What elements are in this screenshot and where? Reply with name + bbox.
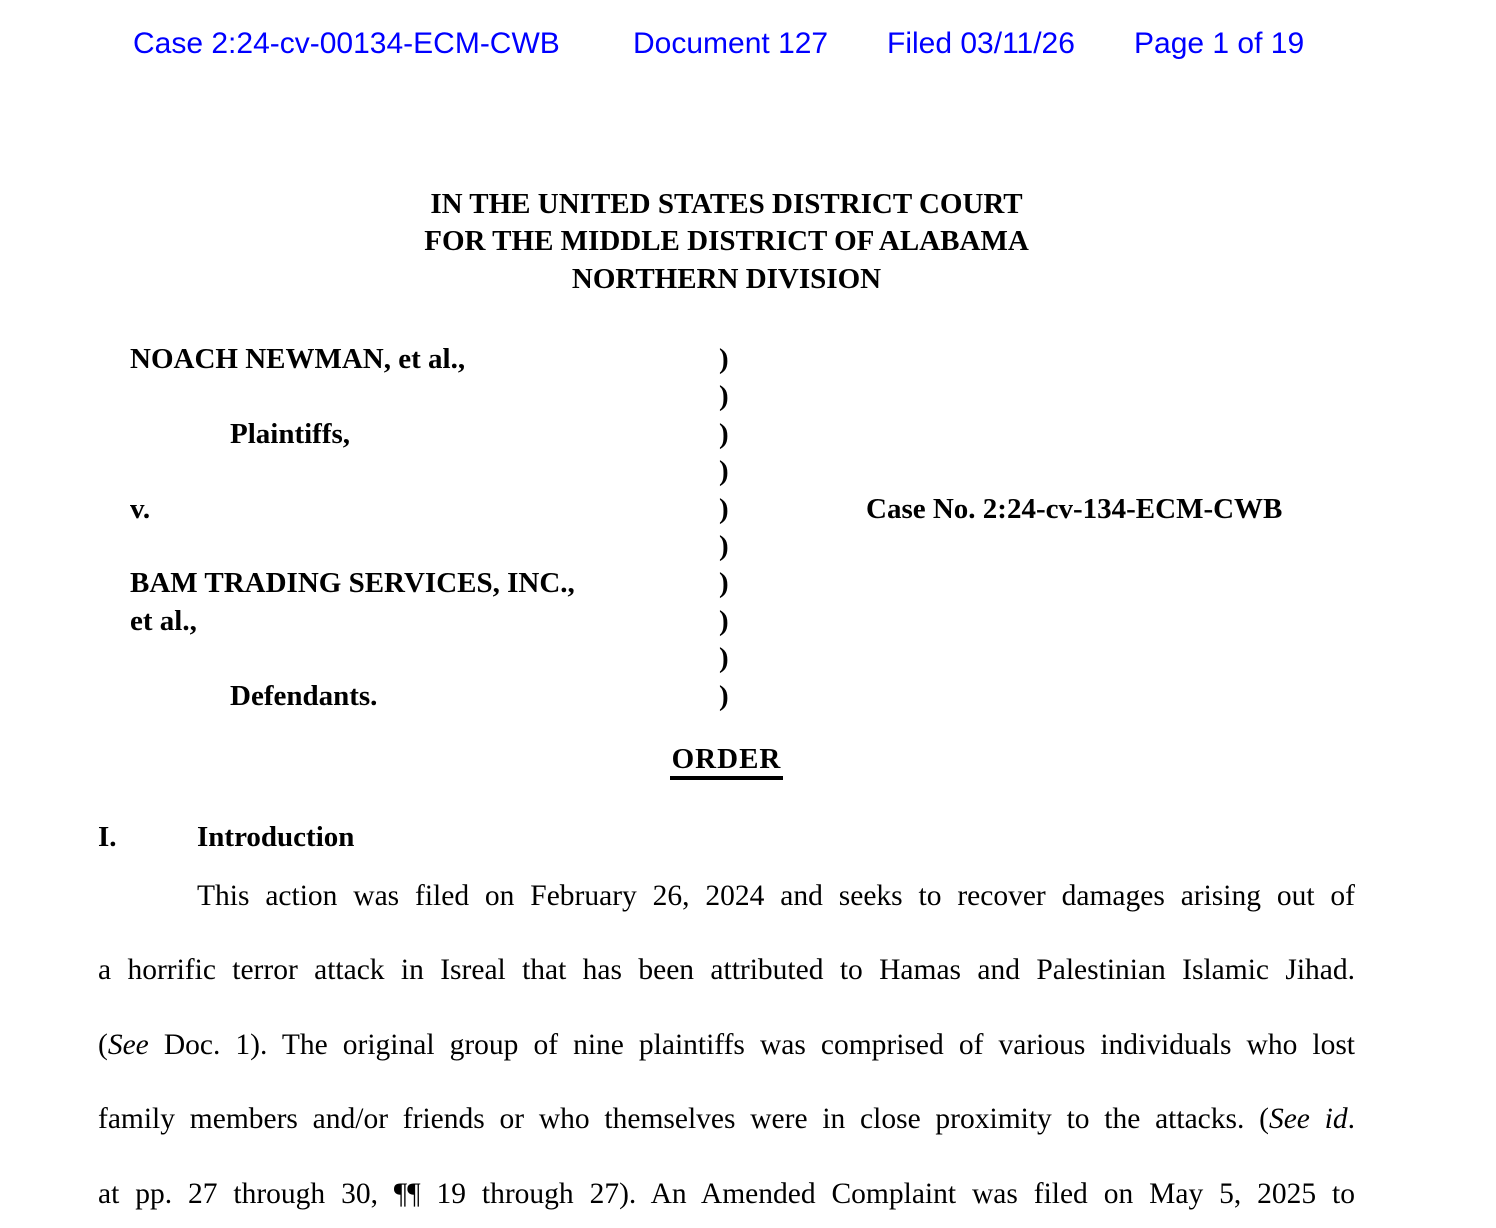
caption-row xyxy=(98,528,1355,565)
citation-open-paren: ( xyxy=(98,1029,108,1061)
stamp-page-number: Page 1 of 19 xyxy=(1134,27,1305,60)
caption-paren: ) xyxy=(719,343,729,375)
plaintiff-role: Plaintiffs, xyxy=(230,417,351,450)
body-line-3 xyxy=(98,1027,1355,1064)
court-title xyxy=(98,186,1355,298)
section-title: Introduction xyxy=(197,821,355,853)
stamp-case-number: Case 2:24-cv-00134-ECM-CWB xyxy=(133,27,560,60)
ecf-filing-stamp xyxy=(0,27,1496,61)
body-line-4 xyxy=(98,1101,1355,1138)
caption-paren: ) xyxy=(719,529,729,562)
caption-row xyxy=(98,565,1355,602)
court-title-line-3: NORTHERN DIVISION xyxy=(571,262,882,295)
plaintiff-name: NOACH NEWMAN, et al., xyxy=(130,343,466,375)
body-line-4-text: family members and/or friends or who themselves were in close proximity to the attacks. ( xyxy=(98,1103,1269,1135)
stamp-document-number: Document 127 xyxy=(633,27,829,60)
section-numeral: I. xyxy=(98,821,117,853)
defendant-name-line-1: BAM TRADING SERVICES, INC., xyxy=(130,567,575,600)
body-line-2: a horrific terror attack in Isreal that has been attributed to Hamas and Palestinian Islamic Jihad. xyxy=(98,954,1355,986)
stamp-filed-date: Filed 03/11/26 xyxy=(887,27,1075,60)
versus-label: v. xyxy=(130,492,151,525)
defendant-name-line-2: et al., xyxy=(130,604,197,637)
caption-paren: ) xyxy=(719,567,729,600)
order-heading xyxy=(98,741,1355,778)
body-line-3-text: Doc. 1). The original group of nine plaintiffs was comprised of various individuals who lost xyxy=(148,1029,1355,1061)
body-line-5: at pp. 27 through 30, ¶¶ 19 through 27). An Amended Complaint was filed on May 5, 2025 to xyxy=(98,1178,1355,1210)
body-line-1: This action was filed on February 26, 2024 and seeks to recover damages arising out of xyxy=(197,880,1355,912)
caption-paren: ) xyxy=(719,679,729,712)
see-signal: See xyxy=(107,1029,149,1061)
order-heading-text: ORDER xyxy=(670,743,784,780)
caption-row xyxy=(98,603,1355,640)
caption-paren: ) xyxy=(719,642,729,675)
citation-period: . xyxy=(1347,1103,1355,1135)
caption-row xyxy=(98,416,1355,453)
section-heading-introduction xyxy=(98,819,1355,856)
caption-paren: ) xyxy=(719,455,729,488)
caption-row xyxy=(98,491,1355,528)
caption-row xyxy=(98,678,1355,715)
caption-paren: ) xyxy=(719,417,729,450)
case-caption xyxy=(98,341,1355,715)
defendant-role: Defendants. xyxy=(230,679,378,712)
court-title-line-1: IN THE UNITED STATES DISTRICT COURT xyxy=(430,188,1023,220)
court-title-line-2: FOR THE MIDDLE DISTRICT OF ALABAMA xyxy=(424,225,1029,258)
caption-paren: ) xyxy=(719,604,729,637)
see-id-citation: See id xyxy=(1268,1103,1348,1135)
caption-row xyxy=(98,378,1355,415)
caption-paren: ) xyxy=(719,492,729,525)
caption-row xyxy=(98,640,1355,677)
caption-row xyxy=(98,341,1355,378)
caption-row xyxy=(98,453,1355,490)
case-number: Case No. 2:24-cv-134-ECM-CWB xyxy=(866,492,1283,525)
caption-paren: ) xyxy=(719,380,729,413)
